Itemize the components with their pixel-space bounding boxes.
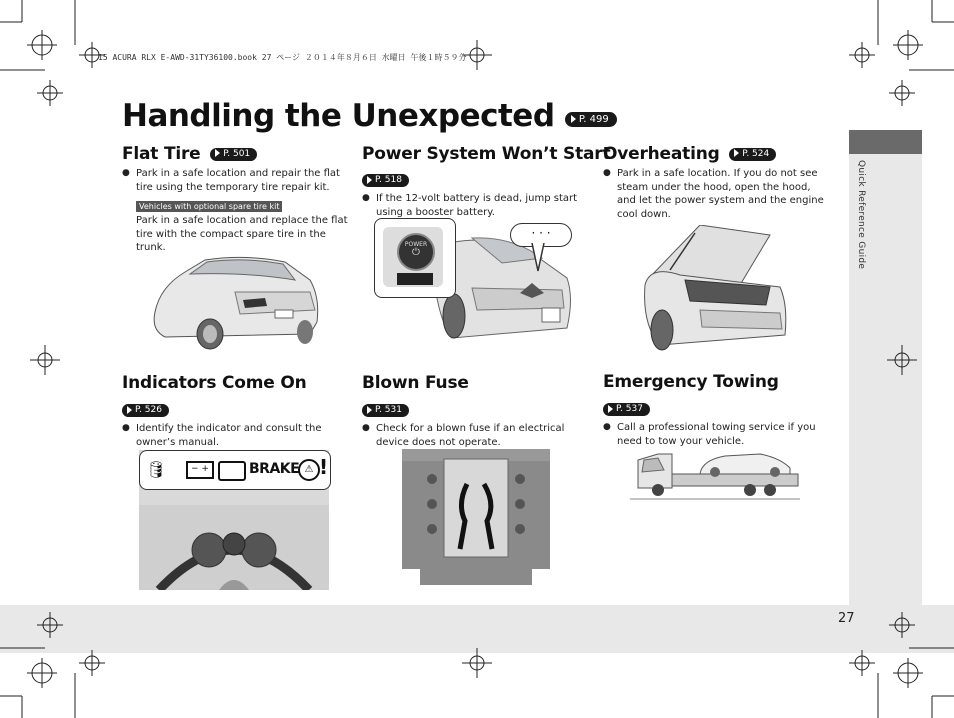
- ref-text: P. 524: [742, 148, 770, 159]
- indicators-ref-link[interactable]: [122, 404, 169, 417]
- print-header: 15 ACURA RLX E-AWD-31TY36100.book 27 ページ ２０１４年８月６日 水曜日 午後１時５９分: [98, 53, 467, 62]
- exclamation-icon: !: [319, 455, 329, 479]
- power-icon: ⏻: [412, 247, 420, 258]
- blown-fuse-bullet: ● Check for a blown fuse if an electrical device does not operate.: [362, 422, 592, 449]
- ref-text: P. 537: [616, 404, 643, 414]
- warning-lights-panel: [139, 450, 331, 490]
- flat-tire-bullet: ● Park in a safe location and repair the flat tire using the temporary tire repair kit.: [122, 167, 352, 194]
- speech-bubble: · · ·: [510, 223, 572, 247]
- brake-warning-icon: BRAKE: [249, 461, 300, 477]
- page-number: 27: [838, 611, 855, 626]
- check-engine-icon: [218, 461, 246, 481]
- overheating-bullet: ● Park in a safe location. If you do not see steam under the hood, open the hood, and let the power system and the engine cool down.: [603, 167, 828, 221]
- ref-text: P. 501: [223, 148, 251, 159]
- car-rear-illustration: [145, 252, 323, 357]
- ref-row: [362, 400, 592, 419]
- blown-fuse-ref-link[interactable]: [362, 404, 409, 417]
- section-title: [603, 144, 828, 164]
- section-overheating: [603, 144, 828, 221]
- flat-tire-ref-link[interactable]: [210, 148, 257, 161]
- arrow-right-icon: [367, 176, 372, 184]
- section-title: Emergency Towing: [603, 372, 779, 392]
- open-hood-illustration: [640, 225, 790, 357]
- indicators-bullet: ● Identify the indicator and consult the owner’s manual.: [122, 422, 352, 449]
- ref-text: P. 518: [375, 175, 402, 185]
- section-title: Power System Won’t Start: [362, 144, 611, 164]
- speech-bubble-tail: [528, 243, 548, 273]
- flat-tire-note: Park in a safe location and replace the flat tire with the compact spare tire in the trunk.: [136, 215, 348, 253]
- finger-shape: [397, 273, 433, 285]
- ref-row: [362, 170, 592, 189]
- arrow-right-icon: [367, 406, 372, 414]
- section-power-system: [362, 144, 611, 219]
- arrow-right-icon: [608, 405, 613, 413]
- ref-text: P. 499: [578, 114, 609, 125]
- towing-ref-link[interactable]: [603, 403, 650, 416]
- side-label: Quick Reference Guide: [856, 160, 866, 270]
- section-flat-tire: [122, 144, 352, 255]
- power-button-inset: [374, 218, 456, 298]
- section-title: Indicators Come On: [122, 373, 307, 393]
- tow-truck-illustration: [630, 446, 800, 502]
- section-towing: [603, 372, 828, 448]
- section-indicators: [122, 373, 352, 449]
- ref-row: [122, 400, 352, 419]
- section-blown-fuse: [362, 373, 592, 449]
- ref-text: P. 531: [375, 405, 402, 415]
- arrow-right-icon: [127, 406, 132, 414]
- section-title: Blown Fuse: [362, 373, 469, 393]
- page-title-ref-link[interactable]: [565, 112, 617, 127]
- fuse-illustration: [402, 449, 550, 585]
- arrow-right-icon: [734, 149, 739, 157]
- arrow-right-icon: [215, 149, 220, 157]
- overheating-ref-link[interactable]: [729, 148, 776, 161]
- power-button: [397, 233, 435, 271]
- ref-text: P. 526: [135, 405, 162, 415]
- section-title-text: Flat Tire: [122, 144, 201, 164]
- power-system-ref-link[interactable]: [362, 174, 409, 187]
- page-title-text: Handling the Unexpected: [122, 98, 555, 134]
- battery-icon: − +: [186, 461, 214, 479]
- arrow-right-icon: [571, 115, 576, 123]
- steering-warning-icon: ⚠: [298, 459, 320, 481]
- ref-row: [603, 399, 828, 418]
- power-system-bullet: ● If the 12-volt battery is dead, jump start using a booster battery.: [362, 192, 592, 219]
- spare-kit-tag: Vehicles with optional spare tire kit: [136, 201, 282, 212]
- towing-bullet: ● Call a professional towing service if you need to tow your vehicle.: [603, 421, 828, 448]
- section-title: [122, 144, 352, 164]
- page-title: [122, 98, 617, 134]
- section-title-text: Overheating: [603, 144, 720, 164]
- oil-pressure-icon: 🛢: [146, 460, 167, 479]
- power-label: POWER: [404, 241, 428, 248]
